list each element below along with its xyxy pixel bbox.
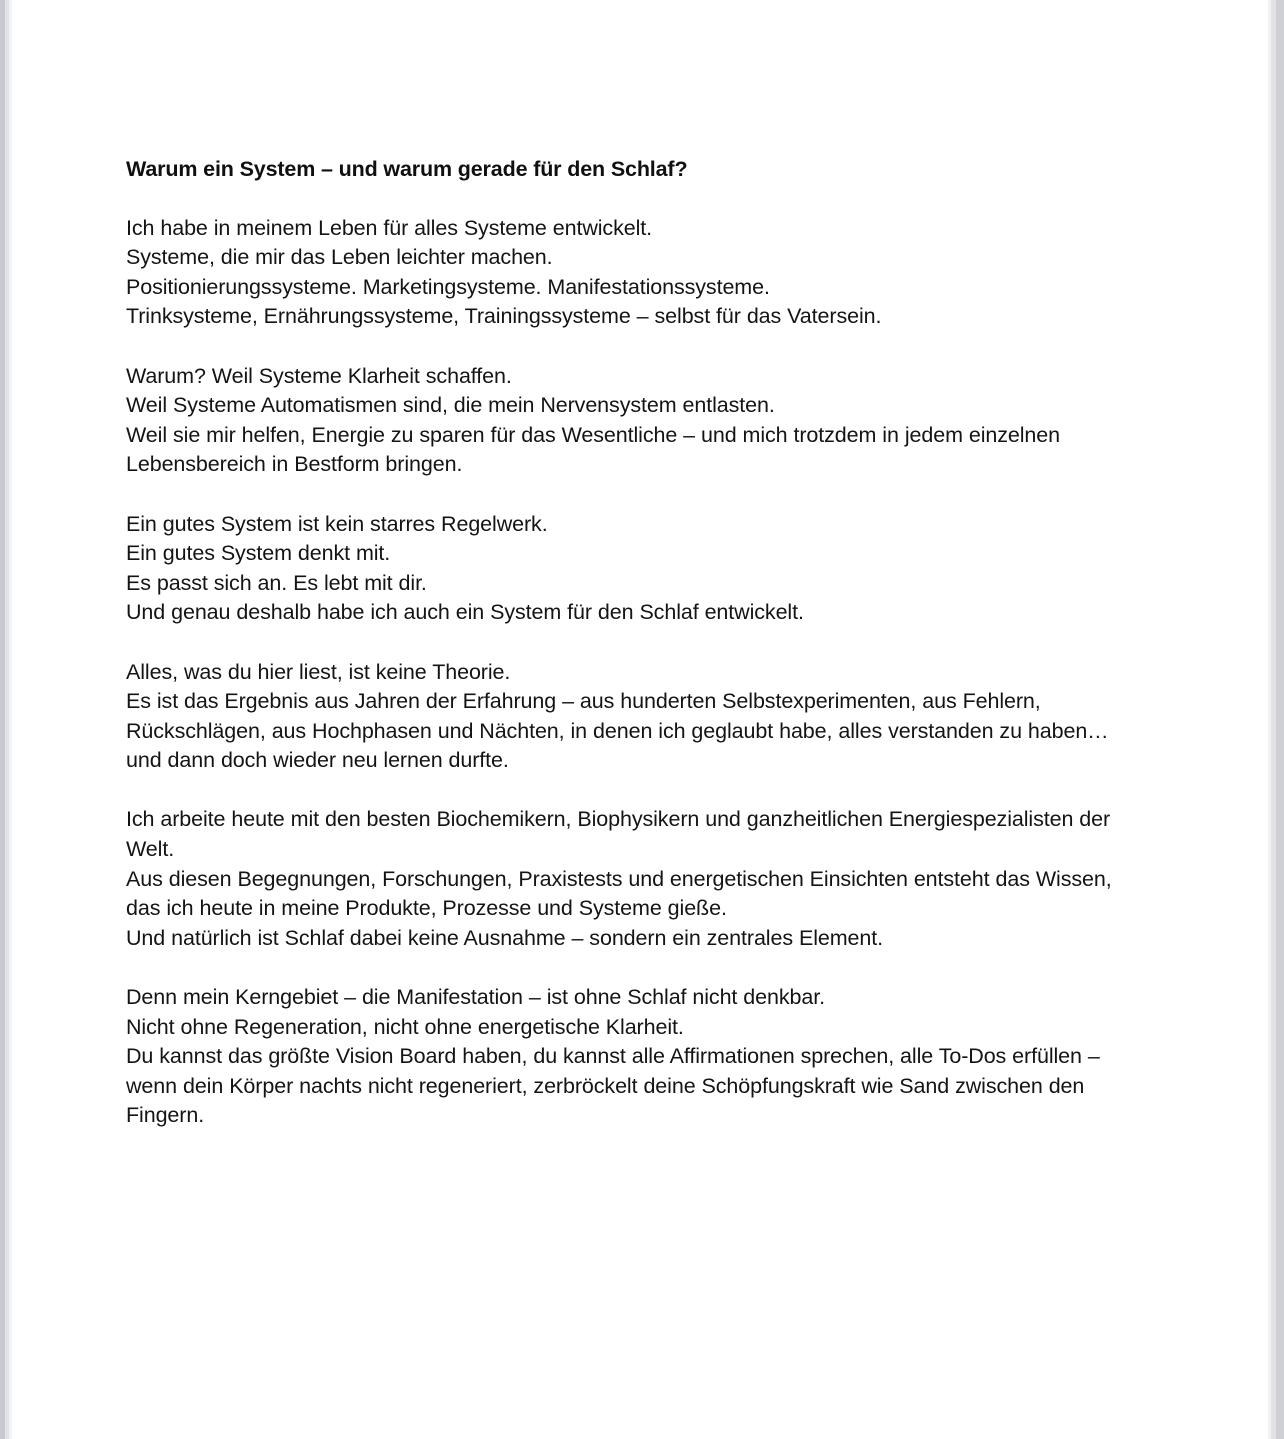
paragraph-line: Und natürlich ist Schlaf dabei keine Ausnahme – sondern ein zentrales Element. xyxy=(126,925,884,950)
paragraph-line: Positionierungssysteme. Marketingsysteme. Manifestationssysteme. xyxy=(126,274,770,299)
paragraph-line: Trinksysteme, Ernährungssysteme, Trainingssysteme – selbst für das Vatersein. xyxy=(126,304,882,329)
paragraph-line: Ein gutes System ist kein starres Regelwerk. xyxy=(126,511,548,536)
document-page xyxy=(12,0,1268,1439)
spacer xyxy=(126,184,1132,214)
paragraph-1 xyxy=(126,214,1132,332)
spacer xyxy=(126,480,1132,510)
paragraph-line: Nicht ohne Regeneration, nicht ohne energetische Klarheit. xyxy=(126,1014,684,1039)
paragraph-line: Ich arbeite heute mit den besten Biochemikern, Biophysikern und ganzheitlichen Energiespezialisten der Welt. xyxy=(126,807,1117,862)
spacer xyxy=(126,628,1132,658)
paragraph-5 xyxy=(126,805,1132,953)
spacer xyxy=(126,953,1132,983)
spacer xyxy=(126,776,1132,806)
paragraph-4 xyxy=(126,658,1132,776)
paragraph-line: Und genau deshalb habe ich auch ein System für den Schlaf entwickelt. xyxy=(126,600,804,625)
paragraph-line: Aus diesen Begegnungen, Forschungen, Praxistests und energetischen Einsichten entsteht das Wissen, das ich heute in meine Produkte, Prozesse und Systeme gieße. xyxy=(126,866,1118,921)
paragraph-line: Ich habe in meinem Leben für alles Systeme entwickelt. xyxy=(126,215,653,240)
spacer xyxy=(126,332,1132,362)
paragraph-line: Warum? Weil Systeme Klarheit schaffen. xyxy=(126,363,512,388)
paragraph-line: Weil Systeme Automatismen sind, die mein Nervensystem entlasten. xyxy=(126,393,775,418)
paragraph-line: wenn dein Körper nachts nicht regeneriert, zerbröckelt deine Schöpfungskraft wie Sand zwischen den Fingern. xyxy=(126,1073,1091,1128)
paragraph-3 xyxy=(126,510,1132,628)
paragraph-2 xyxy=(126,362,1132,480)
paragraph-line: Ein gutes System denkt mit. xyxy=(126,541,391,566)
paragraph-6 xyxy=(126,983,1132,1131)
paragraph-line: Es passt sich an. Es lebt mit dir. xyxy=(126,570,427,595)
paragraph-line: Du kannst das größte Vision Board haben, du kannst alle Affirmationen sprechen, alle To-Dos erfüllen – xyxy=(126,1044,1100,1069)
document-text-body xyxy=(126,155,1132,1131)
paragraph-line: Systeme, die mir das Leben leichter machen. xyxy=(126,245,553,270)
paragraph-line: Weil sie mir helfen, Energie zu sparen für das Wesentliche – und mich trotzdem in jedem einzelnen Lebensbereich in Bestform bringen. xyxy=(126,422,1066,477)
paragraph-line: Es ist das Ergebnis aus Jahren der Erfahrung – aus hunderten Selbstexperimenten, aus Fehlern, Rückschlägen, aus Hochphasen und Nächten, in denen ich geglaubt habe, alles verstanden zu haben… und dann doch wieder neu lernen durfte. xyxy=(126,689,1115,773)
paragraph-line: Denn mein Kerngebiet – die Manifestation – ist ohne Schlaf nicht denkbar. xyxy=(126,985,825,1010)
page-title: Warum ein System – und warum gerade für den Schlaf? xyxy=(126,157,688,181)
paragraph-line: Alles, was du hier liest, ist keine Theorie. xyxy=(126,659,511,684)
